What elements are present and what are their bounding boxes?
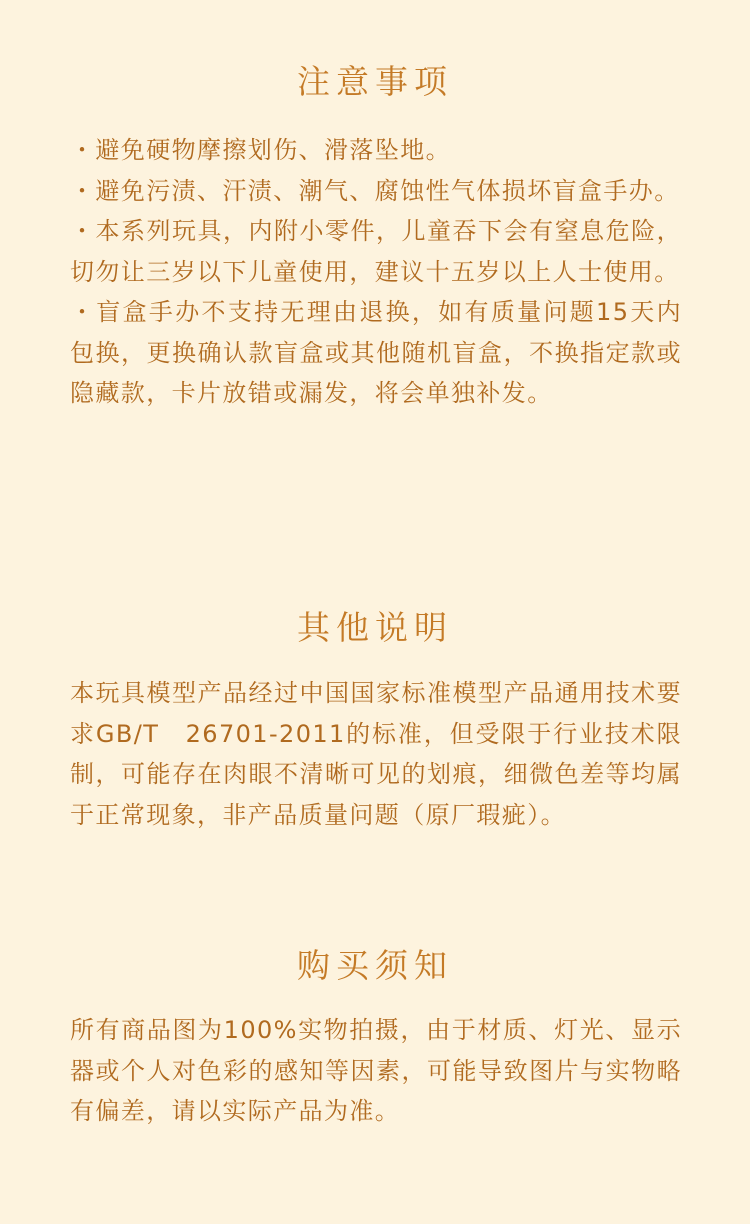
notes-list <box>70 130 682 414</box>
list-item: ・本系列玩具，内附小零件，儿童吞下会有窒息危险，切勿让三岁以下儿童使用，建议十五岁以上人士使用。 <box>70 217 682 286</box>
other-title: 其他说明 <box>297 608 453 647</box>
list-item: ・避免硬物摩擦划伤、滑落坠地。 <box>70 136 451 164</box>
purchase-title: 购买须知 <box>297 946 453 985</box>
list-item: ・盲盒手办不支持无理由退换，如有质量问题15天内包换，更换确认款盲盒或其他随机盲盒，不换指定款或隐藏款，卡片放错或漏发，将会单独补发。 <box>70 298 682 407</box>
list-item: ・避免污渍、汗渍、潮气、腐蚀性气体损坏盲盒手办。 <box>70 176 680 205</box>
notes-title: 注意事项 <box>297 62 453 101</box>
other-text: 本玩具模型产品经过中国国家标准模型产品通用技术要求GB/T 26701-2011的标准，但受限于行业技术限制，可能存在肉眼不清晰可见的划痕，细微色差等均属于正常现象，非产品质量问题（原厂瑕疵）。 <box>70 679 682 829</box>
purchase-text: 所有商品图为100%实物拍摄，由于材质、灯光、显示器或个人对色彩的感知等因素，可能导致图片与实物略有偏差，请以实际产品为准。 <box>70 1016 682 1125</box>
